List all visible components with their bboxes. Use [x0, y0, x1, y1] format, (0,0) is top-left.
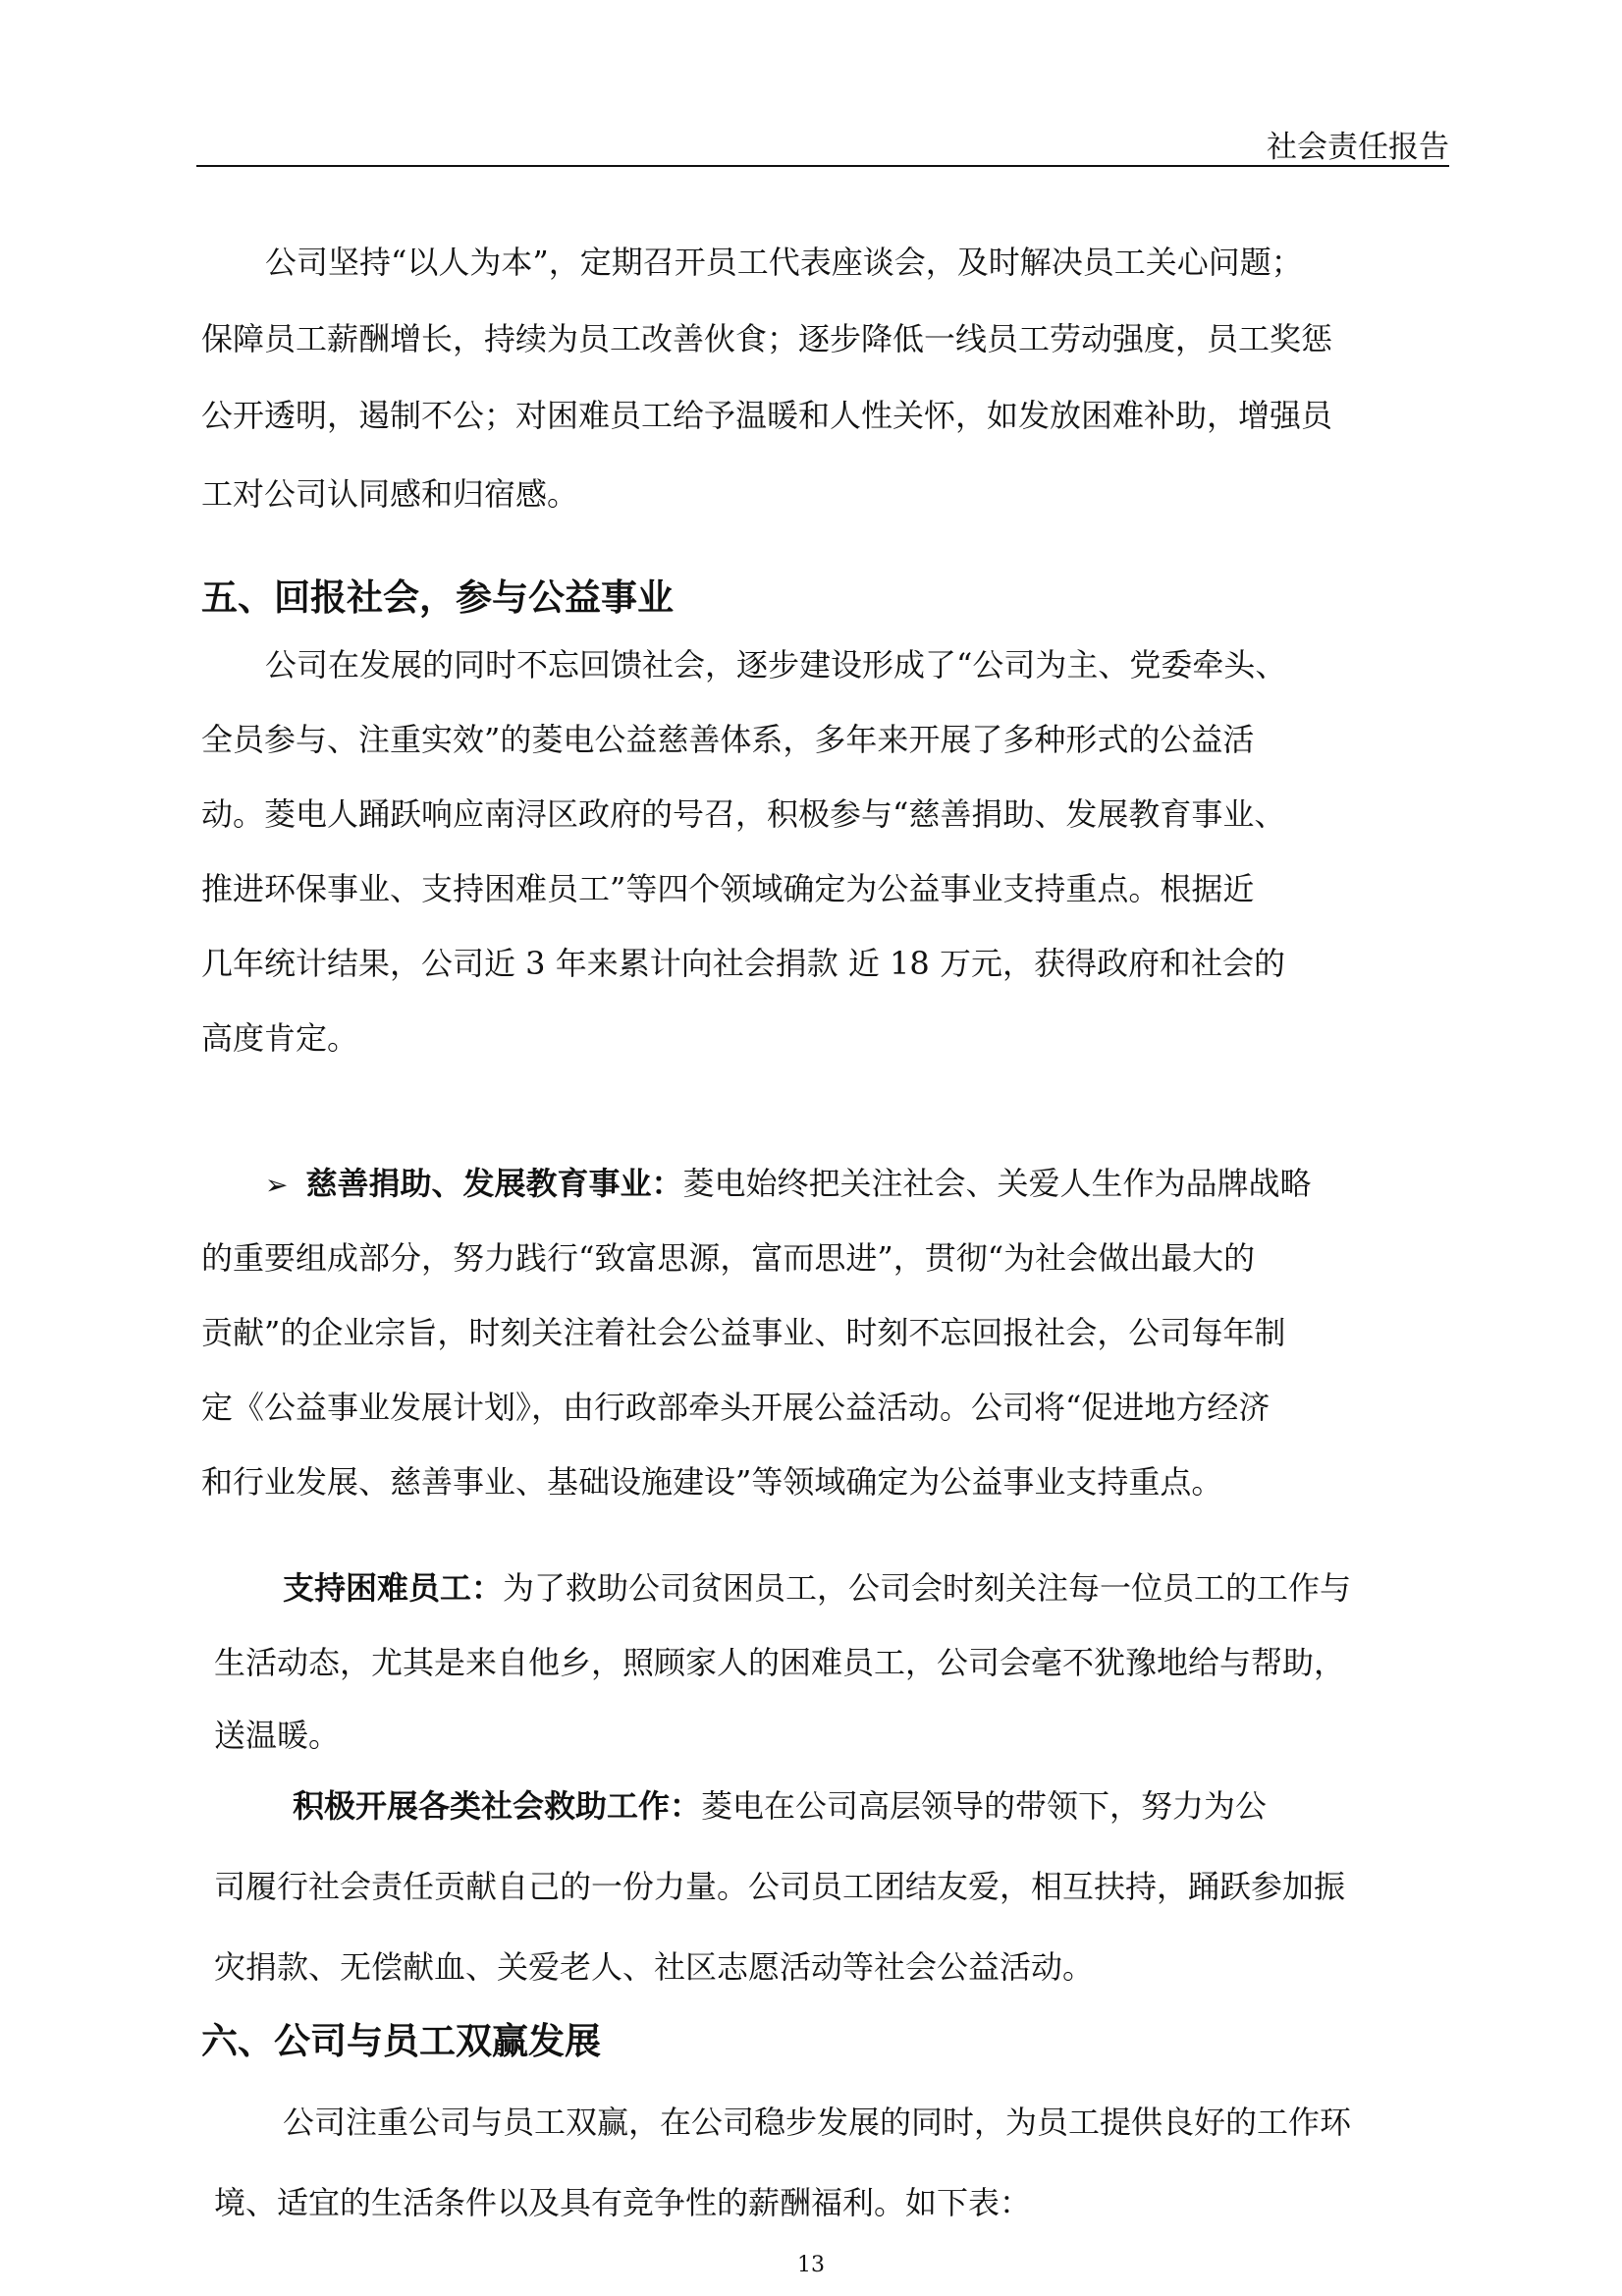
bullet-text: 菱电在公司高层领导的带领下，努力为公 — [701, 1787, 1268, 1825]
paragraph-line: 保障员工薪酬增长，持续为员工改善伙食；逐步降低一线员工劳动强度，员工奖惩 — [201, 320, 1333, 357]
paragraph-line: 公司在发展的同时不忘回馈社会，逐步建设形成了“公司为主、党委牵头、 — [265, 646, 1287, 683]
paragraph-line: 全员参与、注重实效”的菱电公益慈善体系，多年来开展了多种形式的公益活 — [201, 721, 1255, 758]
bullet-text: 为了救助公司贫困员工，公司会时刻关注每一位员工的工作与 — [503, 1569, 1352, 1607]
paragraph-line: 和行业发展、慈善事业、基础设施建设”等领域确定为公益事业支持重点。 — [201, 1463, 1223, 1501]
paragraph-line: 送温暖。 — [214, 1717, 341, 1754]
paragraph-line: 贡献”的企业宗旨，时刻关注着社会公益事业、时刻不忘回报社会，公司每年制 — [201, 1314, 1286, 1351]
paragraph-line: 公司坚持“以人为本”，定期召开员工代表座谈会，及时解决员工关心问题； — [265, 244, 1303, 281]
paragraph-line: 司履行社会责任贡献自己的一份力量。公司员工团结友爱，相互扶持，踊跃参加振 — [214, 1868, 1346, 1905]
paragraph-line: 的重要组成部分，努力践行“致富思源，富而思进”，贯彻“为社会做出最大的 — [201, 1239, 1256, 1277]
paragraph-line: 境、适宜的生活条件以及具有竞争性的薪酬福利。如下表： — [214, 2184, 1032, 2221]
paragraph-line: 公司注重公司与员工双赢，在公司稳步发展的同时，为员工提供良好的工作环 — [283, 2104, 1352, 2141]
paragraph-line: 生活动态，尤其是来自他乡，照顾家人的困难员工，公司会毫不犹豫地给与帮助， — [214, 1644, 1346, 1681]
header-divider — [196, 165, 1449, 167]
bullet-text: 菱电始终把关注社会、关爱人生作为品牌战略 — [682, 1165, 1312, 1202]
bullet-item — [265, 1159, 1312, 1204]
bullet-item — [293, 1781, 1267, 1827]
arrow-bullet-icon: ➢ — [265, 1169, 289, 1201]
paragraph-line: 灾捐款、无偿献血、关爱老人、社区志愿活动等社会公益活动。 — [214, 1948, 1095, 1986]
paragraph-line: 定《公益事业发展计划》，由行政部牵头开展公益活动。公司将“促进地方经济 — [201, 1389, 1271, 1426]
section-heading: 六、公司与员工双赢发展 — [201, 2020, 601, 2062]
paragraph-line: 高度肯定。 — [201, 1019, 359, 1057]
bullet-title: 积极开展各类社会救助工作： — [293, 1787, 702, 1825]
paragraph-line: 动。菱电人踊跃响应南浔区政府的号召，积极参与“慈善捐助、发展教育事业、 — [201, 795, 1286, 833]
paragraph-line: 公开透明，遏制不公；对困难员工给予温暖和人性关怀，如发放困难补助，增强员 — [201, 397, 1333, 434]
bullet-item — [283, 1563, 1351, 1609]
section-heading: 五、回报社会，参与公益事业 — [201, 576, 674, 619]
bullet-title: 慈善捐助、发展教育事业： — [305, 1165, 683, 1202]
paragraph-line: 工对公司认同感和归宿感。 — [201, 475, 579, 513]
bullet-title: 支持困难员工： — [283, 1569, 504, 1607]
paragraph-line: 几年统计结果，公司近 3 年来累计向社会捐款 近 18 万元，获得政府和社会的 — [201, 945, 1285, 982]
paragraph-line: 推进环保事业、支持困难员工”等四个领域确定为公益事业支持重点。根据近 — [201, 870, 1255, 907]
report-title: 社会责任报告 — [1267, 130, 1449, 165]
page-number: 13 — [797, 2253, 825, 2277]
